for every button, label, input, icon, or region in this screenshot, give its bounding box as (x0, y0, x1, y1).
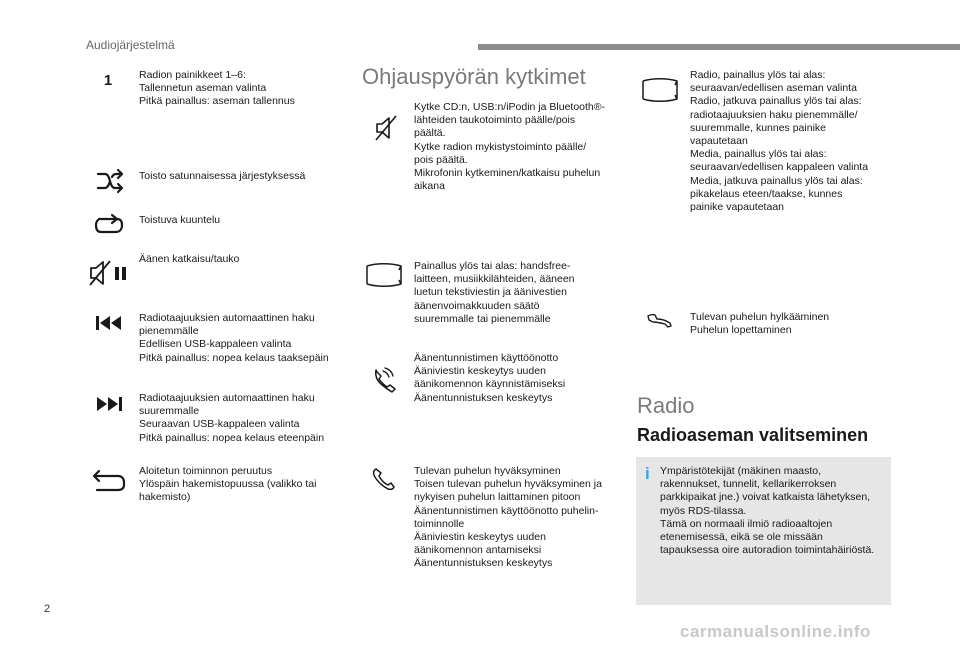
mute-icon (372, 113, 402, 143)
text-line: Tallennetun aseman valinta (139, 82, 267, 95)
text-line: lähteiden taukotoiminto päälle/pois (414, 114, 576, 127)
text-line: Toistuva kuuntelu (139, 214, 221, 226)
text-line: Mikrofonin kytkeminen/katkaisu puhelun (414, 167, 601, 180)
text-line: Ääniviestin keskeytys uuden (414, 365, 546, 378)
volume-rocker-icon (364, 260, 404, 290)
text-line: Toisto satunnaisessa järjestyksessä (139, 170, 306, 182)
text-line: pois päältä. (414, 153, 468, 166)
left-item-presets (139, 69, 339, 109)
text-line: Äänen katkaisu/tauko (139, 253, 240, 265)
text-line: Seuraavan USB-kappaleen valinta (139, 418, 300, 431)
text-line: vapautetaan (690, 135, 748, 148)
phone-hangup-icon (644, 310, 676, 330)
middle-item-answer (414, 465, 624, 571)
text-line: äänenvoimakkuuden säätö (414, 299, 540, 312)
text-line: myös RDS-tilassa. (660, 504, 747, 517)
text-line: Tämä on normaali ilmiö radioaaltojen (660, 517, 833, 530)
text-line: Äänentunnistuksen keskeytys (414, 557, 553, 570)
header-divider-bar (478, 44, 960, 50)
text-line: Ääniviestin keskeytys uuden (414, 531, 546, 544)
left-item-mute (139, 253, 339, 266)
text-line: päältä. (414, 127, 446, 140)
text-line: Radiotaajuuksien automaattinen haku (139, 392, 315, 404)
text-line: aikana (414, 180, 445, 193)
text-line: Radiotaajuuksien automaattinen haku (139, 312, 315, 324)
info-box (636, 457, 891, 605)
number-1-icon: 1 (103, 71, 113, 89)
text-line: tapauksessa oire autoradion toimintahäiriöstä. (660, 544, 875, 557)
radio-section-title: Radio (637, 393, 695, 418)
text-line: suuremmalle (139, 405, 200, 418)
text-line: Tulevan puhelun hyväksyminen (414, 465, 561, 477)
left-item-shuffle (139, 170, 339, 183)
text-line: Tulevan puhelun hylkääminen (690, 311, 830, 323)
watermark-text: carmanualsonline.info (680, 622, 871, 641)
source-rocker-icon (640, 75, 680, 105)
text-line: Kytke CD:n, USB:n/iPodin ja Bluetooth®- (414, 101, 605, 113)
middle-item-voice (414, 352, 619, 405)
text-line: hakemisto) (139, 491, 191, 504)
steering-controls-title: Ohjauspyörän kytkimet (362, 64, 586, 89)
page-number: 2 (44, 603, 51, 615)
text-line: Pitkä painallus: aseman tallennus (139, 95, 295, 108)
text-line: parkkipaikat jne.) voivat katkaista lähetyksen, (660, 491, 871, 504)
text-line: pikakelaus eteen/taakse, kunnes (690, 187, 843, 200)
text-line: laitteen, musiikkilähteiden, ääneen (414, 273, 575, 286)
previous-track-icon (94, 313, 124, 333)
text-line: Äänentunnistuksen keskeytys (414, 391, 553, 404)
text-line: suuremmalle, kunnes painike (690, 121, 826, 134)
left-item-repeat (139, 214, 339, 227)
text-line: Äänentunnistimen käyttöönotto puhelin- (414, 504, 599, 517)
text-line: äänikomennon käynnistämiseksi (414, 378, 566, 391)
left-item-previous (139, 312, 354, 365)
text-line: Kytke radion mykistystoiminto päälle/ (414, 140, 587, 153)
info-text (660, 465, 886, 557)
text-line: toiminnolle (414, 517, 465, 530)
middle-item-volume (414, 260, 619, 326)
middle-item-mute (414, 101, 619, 193)
next-track-icon (94, 394, 124, 414)
section-header-title: Audiojärjestelmä (86, 38, 175, 52)
text-line: Toisen tulevan puhelun hyväksyminen ja (414, 478, 602, 491)
text-line: Ylöspäin hakemistopuussa (valikko tai (139, 478, 317, 491)
back-icon (91, 468, 127, 494)
shuffle-icon (95, 167, 125, 195)
left-item-next (139, 392, 354, 445)
text-line: Media, jatkuva painallus ylös tai alas: (690, 174, 863, 187)
text-line: suuremmalle tai pienemmälle (414, 312, 551, 325)
text-line: Radio, painallus ylös tai alas: (690, 69, 826, 81)
text-line: Painallus ylös tai alas: handsfree- (414, 260, 571, 272)
text-line: luetun tekstiviestin ja äänivestien (414, 286, 567, 299)
text-line: Media, painallus ylös tai alas: (690, 148, 827, 161)
right-item-hangup (690, 311, 890, 337)
text-line: Ympäristötekijät (mäkinen maasto, (660, 465, 822, 477)
text-line: painike vapautetaan (690, 201, 784, 214)
repeat-icon (93, 212, 125, 238)
right-item-radio-media (690, 69, 890, 214)
info-icon: i (645, 464, 650, 483)
phone-answer-icon (370, 466, 398, 494)
left-item-back (139, 465, 349, 505)
text-line: seuraavan/edellisen aseman valinta (690, 82, 857, 95)
text-line: Aloitetun toiminnon peruutus (139, 465, 273, 477)
text-line: pienemmälle (139, 325, 199, 338)
text-line: nykyisen puhelun laittaminen pitoon (414, 491, 581, 504)
text-line: radiotaajuuksien haku pienemmälle/ (690, 108, 858, 121)
text-line: Edellisen USB-kappaleen valinta (139, 338, 292, 351)
radio-station-subtitle: Radioaseman valitseminen (637, 425, 869, 445)
text-line: Radion painikkeet 1–6: (139, 69, 246, 81)
text-line: Äänentunnistimen käyttöönotto (414, 352, 559, 364)
voice-command-icon (368, 366, 400, 398)
text-line: seuraavan/edellisen kappaleen valinta (690, 161, 869, 174)
text-line: Pitkä painallus: nopea kelaus taaksepäin (139, 351, 329, 364)
text-line: Radio, jatkuva painallus ylös tai alas: (690, 95, 862, 108)
text-line: Pitkä painallus: nopea kelaus eteenpäin (139, 431, 325, 444)
text-line: etenemisessä, eikä se ole missään (660, 531, 823, 544)
text-line: rakennukset, tunnelit, kellarikerroksen (660, 478, 837, 491)
text-line: äänikomennon antamiseksi (414, 544, 542, 557)
text-line: Puhelun lopettaminen (690, 324, 792, 337)
mute-pause-icon (88, 258, 130, 288)
